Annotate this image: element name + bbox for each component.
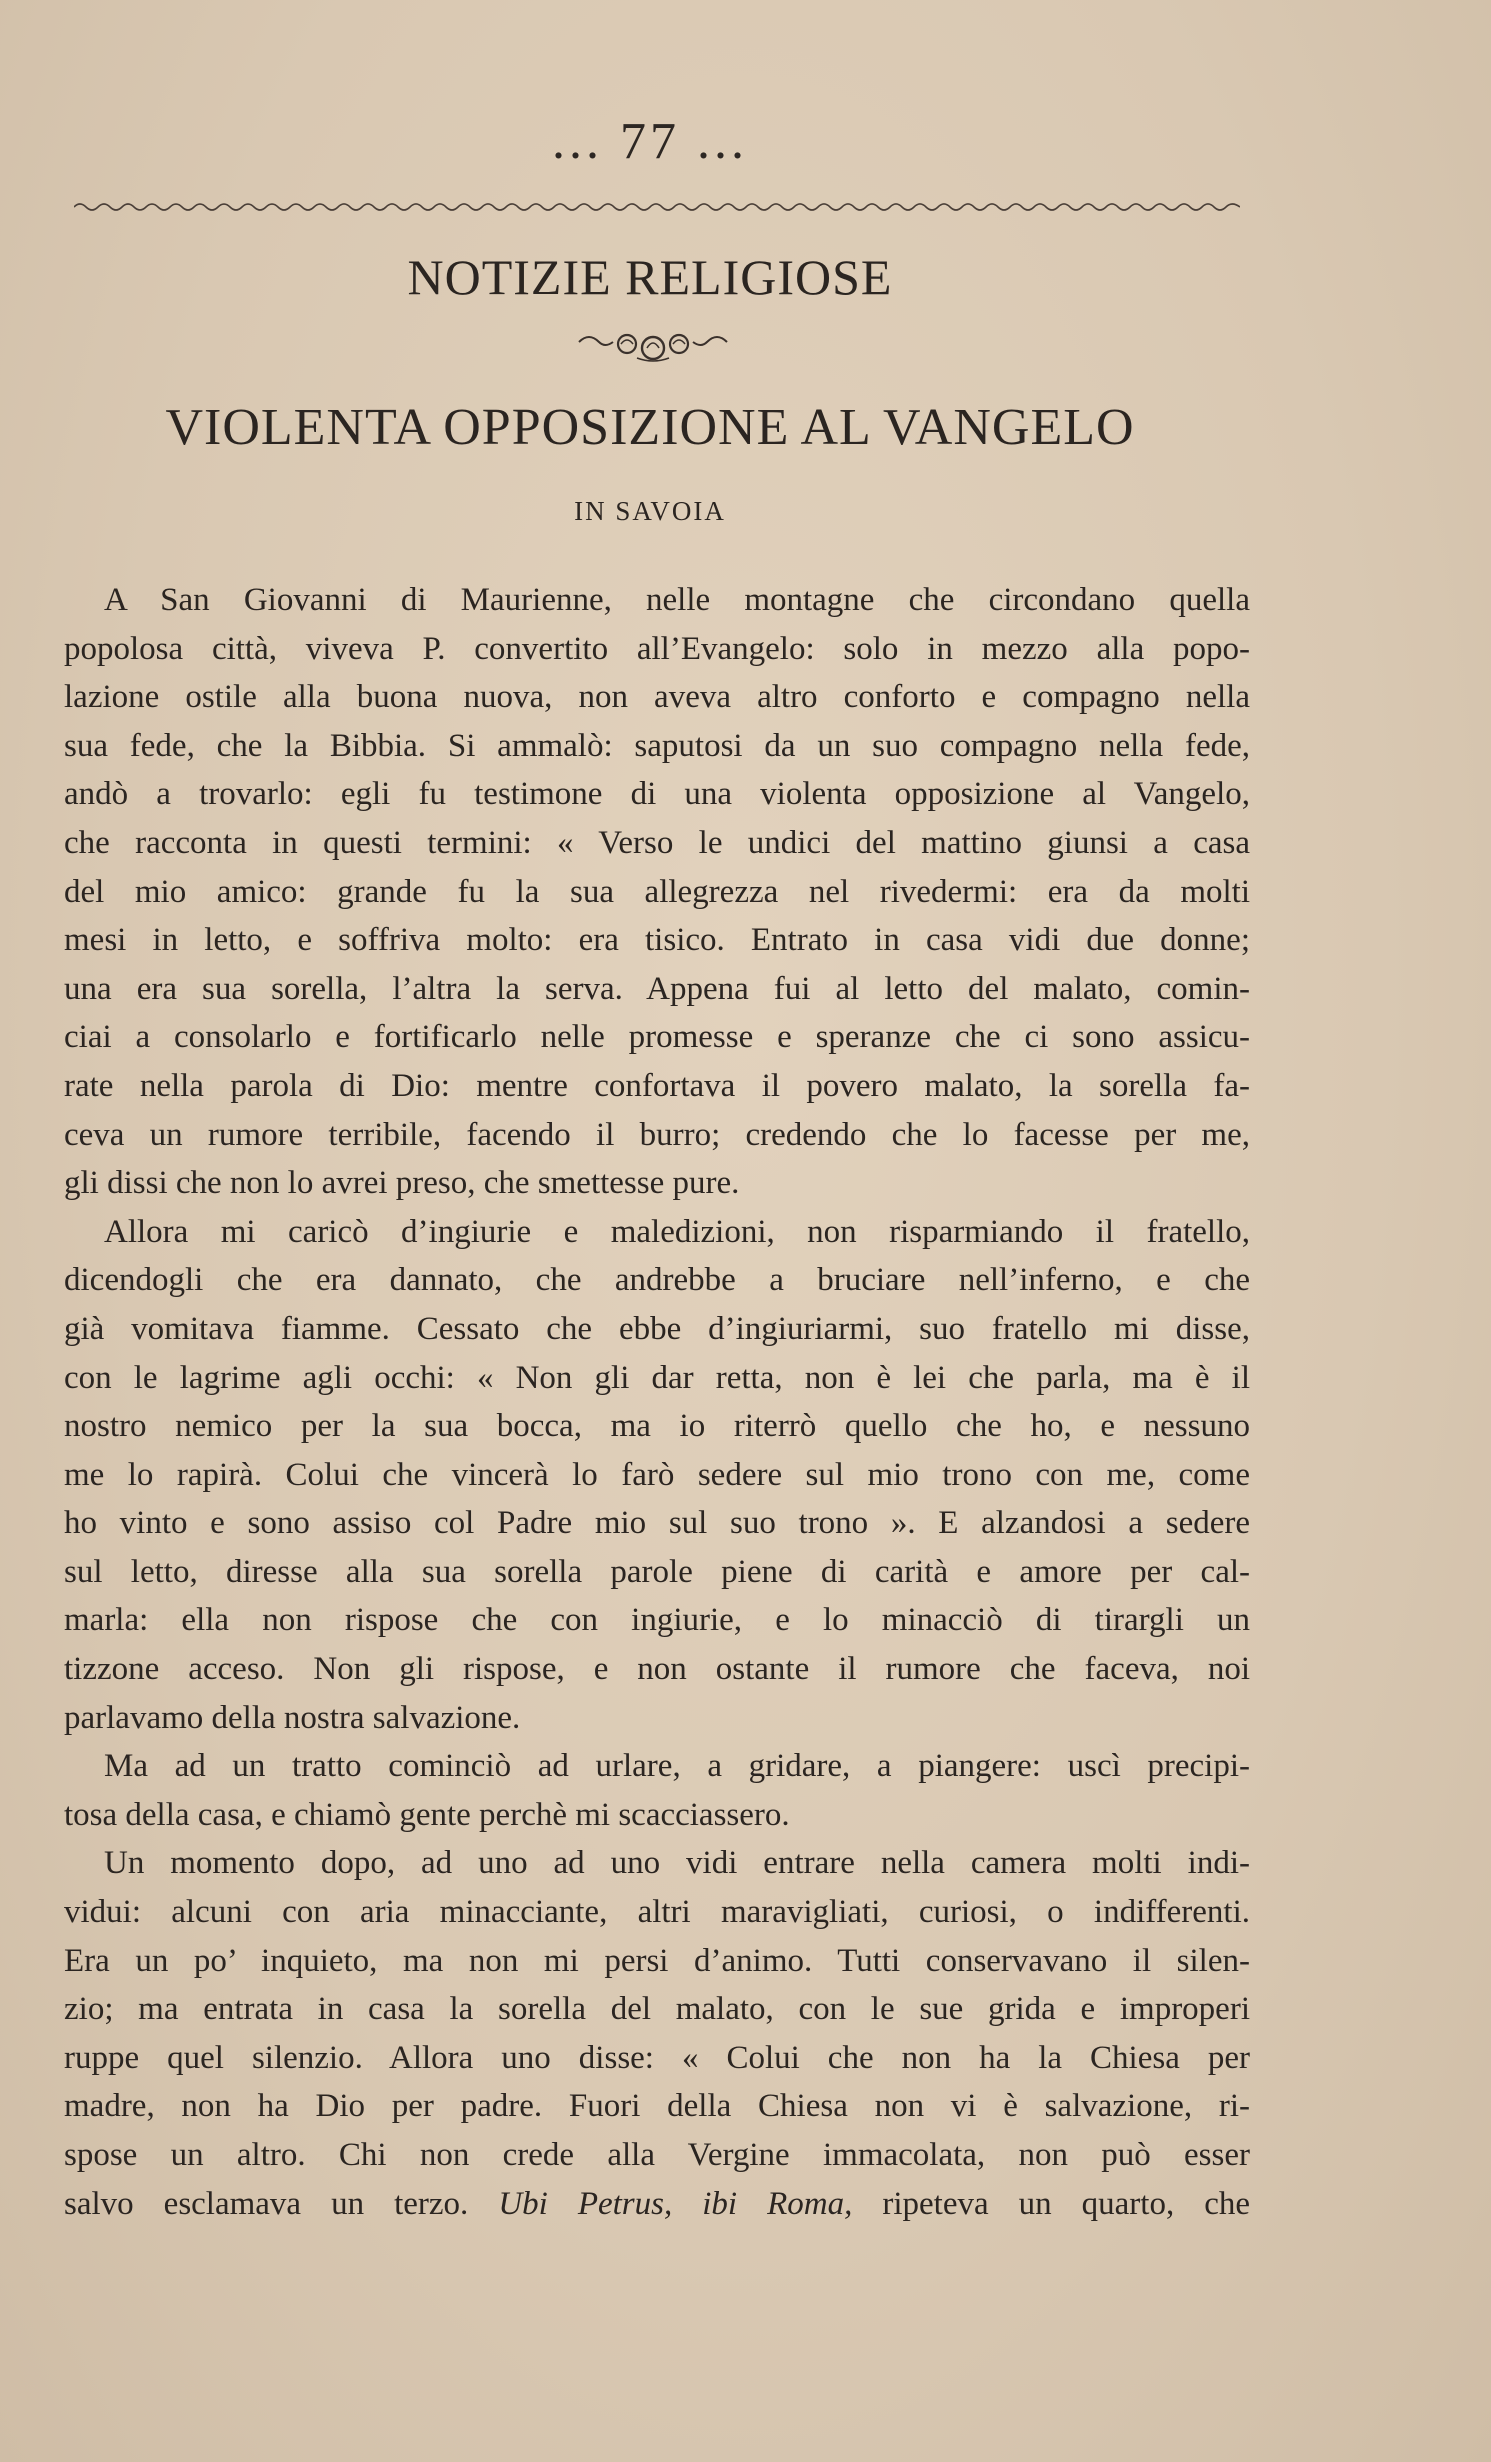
text-line: mesi in letto, e soffriva molto: era tisico. Entrato in casa vidi due donne; bbox=[64, 922, 1250, 959]
article-title: VIOLENTA OPPOSIZIONE AL VANGELO bbox=[165, 399, 1135, 456]
fleuron-ornament bbox=[575, 328, 731, 364]
text-segment: salvo esclamava un terzo. bbox=[64, 2185, 469, 2222]
text-line: vidui: alcuni con aria minacciante, altri maravigliati, curiosi, o indifferenti. bbox=[64, 1894, 1250, 1931]
text-line: tosa della casa, e chiamò gente perchè mi scacciassero. bbox=[64, 1796, 790, 1833]
text-line: nostro nemico per la sua bocca, ma io riterrò quello che ho, e nessuno bbox=[64, 1408, 1250, 1445]
text-line: del mio amico: grande fu la sua allegrezza nel rivedermi: era da molti bbox=[64, 873, 1250, 910]
text-line: zio; ma entrata in casa la sorella del malato, con le sue grida e improperi bbox=[64, 1991, 1250, 2028]
text-line: che racconta in questi termini: « Verso le undici del mattino giunsi a casa bbox=[64, 824, 1250, 861]
text-line: parlavamo della nostra salvazione. bbox=[64, 1699, 521, 1736]
page-number: ... 77 ... bbox=[552, 113, 748, 170]
text-line: con le lagrime agli occhi: « Non gli dar retta, non è lei che parla, ma è il bbox=[64, 1359, 1250, 1396]
decorative-rule bbox=[74, 200, 1240, 214]
text-line: A San Giovanni di Maurienne, nelle montagne che circondano quella bbox=[104, 582, 1250, 618]
text-line: Ma ad un tratto cominciò ad urlare, a gridare, a piangere: uscì precipi- bbox=[104, 1748, 1250, 1785]
text-line: popolosa città, viveva P. convertito all’Evangelo: solo in mezzo alla popo- bbox=[64, 630, 1250, 667]
text-line: ceva un rumore terribile, facendo il burro; credendo che lo facesse per me, bbox=[64, 1116, 1250, 1153]
text-line: ho vinto e sono assiso col Padre mio sul suo trono ». E alzandosi a sedere bbox=[64, 1505, 1250, 1542]
text-line: lazione ostile alla buona nuova, non aveva altro conforto e compagno nella bbox=[64, 679, 1250, 716]
text-line: ruppe quel silenzio. Allora uno disse: « Colui che non ha la Chiesa per bbox=[64, 2039, 1250, 2076]
text-line: già vomitava fiamme. Cessato che ebbe d’ingiuriarmi, suo fratello mi disse, bbox=[64, 1310, 1250, 1347]
text-line: Allora mi caricò d’ingiurie e maledizioni, non risparmiando il fratello, bbox=[104, 1213, 1250, 1250]
article-subtitle: IN SAVOIA bbox=[574, 496, 726, 526]
text-segment: ripeteva un quarto, che bbox=[882, 2185, 1251, 2222]
text-line: Era un po’ inquieto, ma non mi persi d’animo. Tutti conservavano il silen- bbox=[64, 1942, 1250, 1979]
text-line: Un momento dopo, ad uno ad uno vidi entrare nella camera molti indi- bbox=[104, 1845, 1250, 1882]
text-line: tizzone acceso. Non gli rispose, e non ostante il rumore che faceva, noi bbox=[64, 1651, 1250, 1688]
article-body bbox=[64, 576, 1250, 2228]
text-line-mixed bbox=[64, 2180, 1250, 2229]
text-line: rate nella parola di Dio: mentre confortava il povero malato, la sorella fa- bbox=[64, 1067, 1250, 1104]
text-line: andò a trovarlo: egli fu testimone di una violenta opposizione al Vangelo, bbox=[64, 776, 1250, 813]
text-line: sua fede, che la Bibbia. Si ammalò: saputosi da un suo compagno nella fede, bbox=[64, 727, 1250, 764]
text-line: madre, non ha Dio per padre. Fuori della Chiesa non vi è salvazione, ri- bbox=[64, 2088, 1250, 2125]
text-line: gli dissi che non lo avrei preso, che smettesse pure. bbox=[64, 1165, 740, 1202]
latin-phrase: Ubi Petrus, bbox=[498, 2185, 673, 2222]
text-line: ciai a consolarlo e fortificarlo nelle promesse e speranze che ci sono assicu- bbox=[64, 1019, 1250, 1056]
text-line: una era sua sorella, l’altra la serva. Appena fui al letto del malato, comin- bbox=[64, 970, 1250, 1007]
text-line: dicendogli che era dannato, che andrebbe a bruciare nell’inferno, e che bbox=[64, 1262, 1250, 1299]
text-line: spose un altro. Chi non crede alla Vergine immacolata, non può esser bbox=[64, 2137, 1250, 2173]
text-line: sul letto, diresse alla sua sorella parole piene di carità e amore per cal- bbox=[64, 1553, 1250, 1590]
text-line: marla: ella non rispose che con ingiurie, e lo minacciò di tirargli un bbox=[64, 1602, 1250, 1639]
text-line: me lo rapirà. Colui che vincerà lo farò sedere sul mio trono con me, come bbox=[64, 1456, 1250, 1493]
latin-phrase: ibi Roma, bbox=[702, 2185, 853, 2222]
section-title: NOTIZIE RELIGIOSE bbox=[407, 249, 893, 305]
